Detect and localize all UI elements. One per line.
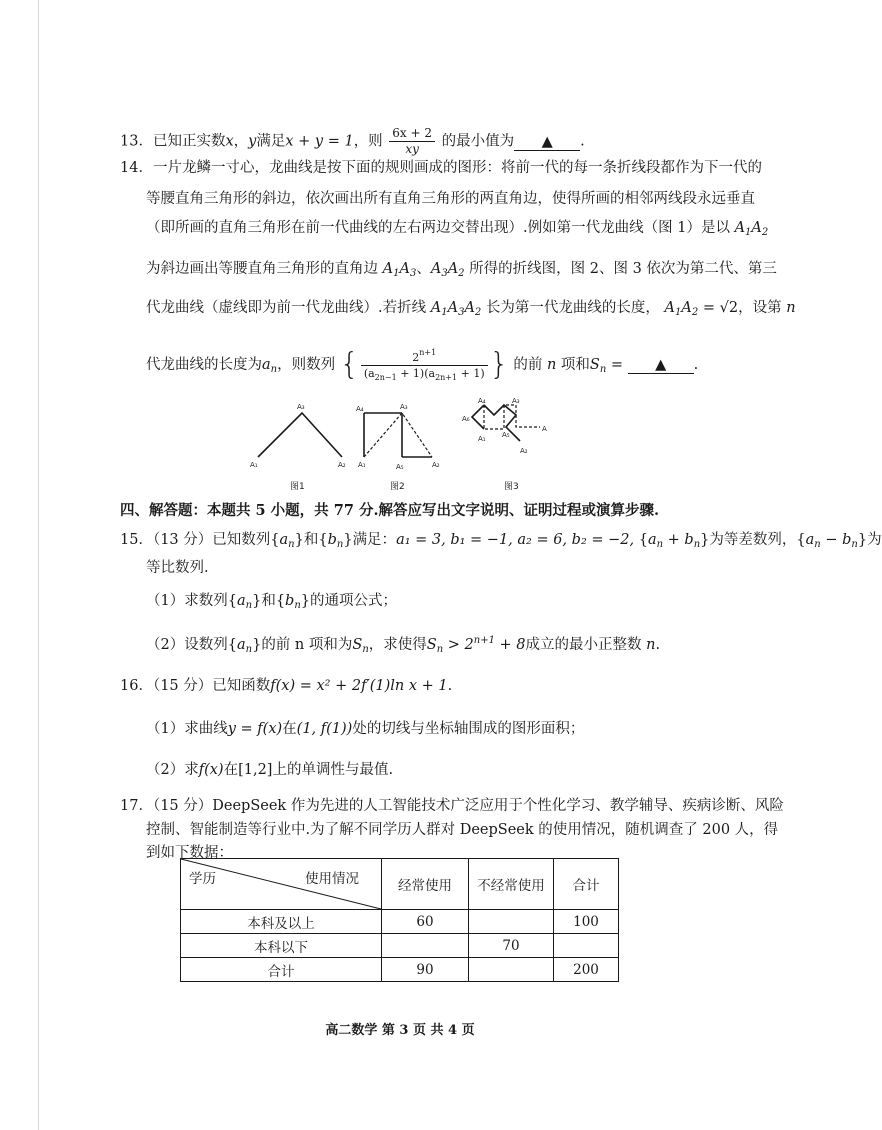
q15-text: 的通项公式； xyxy=(310,593,398,609)
q14-text: 长为第一代龙曲线的长度， xyxy=(485,300,660,316)
fraction-numerator: 6x + 2 xyxy=(389,126,435,142)
exponent: n+1 xyxy=(419,348,437,357)
table-cell: 60 xyxy=(382,910,469,934)
q15-text: . xyxy=(655,637,661,653)
point-label: A₅ xyxy=(502,431,510,439)
q16-text: 已知函数 xyxy=(212,678,271,694)
figure-1-curve xyxy=(258,413,342,457)
q13-equation: x + y = 1 xyxy=(285,133,354,150)
q15-text: 满足： xyxy=(352,532,397,548)
table-cell: 200 xyxy=(554,958,619,982)
math-an: $a_n$ xyxy=(262,357,278,375)
q15-text: 为 xyxy=(867,532,882,548)
table-row xyxy=(181,934,619,958)
row-label: 本科以下 xyxy=(181,934,382,958)
usage-table xyxy=(180,858,619,982)
q16-interval: [1,2] xyxy=(238,762,273,778)
q16-text: 在 xyxy=(223,762,239,778)
q14-text: ，设第 xyxy=(738,300,782,316)
corner-col-label: 使用情况 xyxy=(305,871,359,887)
question-15-line-2: 等比数列. xyxy=(146,560,209,576)
q13-text: 已知正实数 xyxy=(152,133,226,150)
var-n: n xyxy=(786,300,796,316)
question-number: 13． xyxy=(120,133,153,150)
q16-text: （2）求 xyxy=(146,762,199,778)
fraction-denominator: xy xyxy=(405,142,419,156)
q14-end: . xyxy=(693,357,699,373)
q16-end: . xyxy=(447,678,453,694)
point-label: A₃ xyxy=(400,403,408,411)
figure-2-previous-curve xyxy=(364,413,432,457)
point-label: A xyxy=(542,425,547,433)
figure-2-caption: 图2 xyxy=(390,482,405,492)
fraction-denominator: $(a_{2n-1} + 1)(a_{2n+1} + 1)$ xyxy=(363,367,485,382)
answer-blank: ▲ xyxy=(514,134,580,151)
question-15-part-2: （2）设数列$\{a_n\}$的前 n 项和为$S_n$，求使得$S_n > 2^{n+1} + 8$成立的最小正整数 n. xyxy=(146,635,661,655)
point-label: A₆ xyxy=(462,415,470,423)
question-number: 15． xyxy=(120,532,153,548)
q15-text: 已知数列 xyxy=(212,532,271,548)
var-y: y xyxy=(248,133,257,150)
q16-text: （1）求曲线 xyxy=(146,721,228,737)
q16-curve: y = f(x) xyxy=(227,721,283,737)
point-label: A₅ xyxy=(396,463,404,471)
q15-text: 成立的最小正整数 xyxy=(525,637,642,653)
q16-point: (1, f(1)) xyxy=(296,721,353,737)
point-label: A₁ xyxy=(478,435,486,443)
q14-text: ，则数列 xyxy=(277,357,336,373)
q13-comma: ， xyxy=(233,133,249,150)
q13-end: . xyxy=(580,133,585,150)
table-cell: 90 xyxy=(382,958,469,982)
table-corner-cell xyxy=(181,859,382,910)
table-row xyxy=(181,910,619,934)
q15-text: ，求使得 xyxy=(368,637,427,653)
score: （13 分） xyxy=(152,532,213,548)
q13-fraction xyxy=(389,126,435,157)
page-edge xyxy=(38,0,39,1130)
page-footer: 高二数学 第 3 页 共 4 页 xyxy=(325,1023,475,1038)
q14-text: 项和 xyxy=(560,357,590,373)
question-14-line-5: 代龙曲线（虚线即为前一代龙曲线）.若折线 $A_1A_3A_2$ 长为第一代龙曲线的长度， $A_1A_2 = √2$，设第 n xyxy=(146,300,796,318)
q14-text: 代龙曲线（虚线即为前一代龙曲线）.若折线 xyxy=(146,300,427,316)
q16-text: 上的单调性与最值. xyxy=(272,762,394,778)
table-cell xyxy=(382,934,469,958)
score: （15 分） xyxy=(152,678,213,694)
point-label: A₃ xyxy=(512,397,520,405)
fraction-numerator xyxy=(361,345,488,366)
corner-row-label: 学历 xyxy=(189,871,216,887)
figure-1-caption: 图1 xyxy=(290,482,305,492)
figures-svg xyxy=(240,395,580,490)
row-label: 本科及以上 xyxy=(181,910,382,934)
q16-text: 在 xyxy=(282,721,297,737)
point-label: A₄ xyxy=(478,397,486,405)
q13-text: 的最小值为 xyxy=(441,133,515,150)
var-x: x xyxy=(225,133,234,150)
q16-function: f(x) = x² + 2f′(1)ln x + 1 xyxy=(270,678,448,694)
point-label: A₂ xyxy=(432,461,440,469)
dragon-curve-figures xyxy=(240,395,580,490)
math-a3a2: $A_3A_2$ xyxy=(430,261,465,279)
math-a1a2: $A_1A_2$ xyxy=(734,220,769,238)
question-16 xyxy=(120,676,452,696)
q15-text: 和 xyxy=(303,532,319,548)
figure-3-caption: 图3 xyxy=(504,482,519,492)
row-label: 合计 xyxy=(181,958,382,982)
point-label: A₄ xyxy=(356,405,364,413)
math-a1a3a2: $A_1A_3A_2$ xyxy=(430,300,482,318)
question-14-line-2: 等腰直角三角形的斜边，依次画出所有直角三角形的两直角边，使得所画的相邻两线段永远垂直 xyxy=(146,191,755,207)
q15-text: 的前 n 项和为 xyxy=(261,637,353,653)
table-header-cell: 合计 xyxy=(554,859,619,910)
question-number: 14． xyxy=(120,160,153,176)
question-16-part-1 xyxy=(146,719,584,739)
question-number: 17． xyxy=(120,798,153,814)
question-14-line-6: 代龙曲线的长度为$a_n$，则数列 { $\frac{2^{n+1}}{(a_{2n-1} + 1)(a_{2n+1} + 1)}$ } 的前 n 项和$S_n$ = ▲ . xyxy=(146,345,698,387)
q15-conditions: a₁ = 3, b₁ = −1, a₂ = 6, b₂ = −2, xyxy=(396,532,635,548)
figure-3-previous-curve xyxy=(484,405,540,429)
right-brace: } xyxy=(489,347,509,382)
sqrt-two: √2 xyxy=(719,300,739,316)
left-brace: { xyxy=(339,347,359,382)
question-15: 15．（13 分）已知数列$\{a_n\}$和$\{b_n\}$满足：a₁ = 3, b₁ = −1, a₂ = 6, b₂ = −2, $\{a_n + b_n\}$为等差数列，$\{a_n - b_n\}$为 xyxy=(120,532,882,550)
figure-3-curve xyxy=(472,405,484,429)
question-17-line-2: 控制、智能制造等行业中.为了解不同学历人群对 DeepSeek 的使用情况，随机调查了 200 人，得 xyxy=(146,822,779,838)
var-n: n xyxy=(546,357,557,373)
q15-text: 为等差数列， xyxy=(709,532,797,548)
q13-text: 满足 xyxy=(256,133,286,150)
table-cell xyxy=(554,934,619,958)
table-header-row xyxy=(181,859,619,910)
point-label: A₁ xyxy=(250,461,258,469)
q15-text: （1）求数列 xyxy=(146,593,228,609)
q16-text: 处的切线与坐标轴围成的图形面积； xyxy=(352,721,585,737)
q14-text: 所得的折线图，图 2、图 3 依次为第二代、第三 xyxy=(469,261,777,277)
question-17-line-3: 到如下数据： xyxy=(146,845,233,861)
question-14-line-1 xyxy=(120,158,762,178)
q15-text: （2）设数列 xyxy=(146,637,228,653)
table-header-cell: 不经常使用 xyxy=(469,859,554,910)
question-16-part-2 xyxy=(146,760,393,780)
q13-text: ，则 xyxy=(353,133,383,150)
q17-text: DeepSeek 作为先进的人工智能技术广泛应用于个性化学习、教学辅导、疾病诊断、风险 xyxy=(212,798,784,814)
q16-function-ref: f(x) xyxy=(198,762,224,778)
question-17-line-1 xyxy=(120,796,784,816)
point-label: A₂ xyxy=(338,461,346,469)
question-number: 16． xyxy=(120,678,153,694)
q14-text: （即所画的直角三角形在前一代曲线的左右两边交替出现）.例如第一代龙曲线（图 1）是以 xyxy=(146,220,730,236)
q14-text: 为斜边画出等腰直角三角形的直角边 xyxy=(146,261,378,277)
math-a1a2-eq: $A_1A_2$ xyxy=(664,300,699,318)
q14-text: 代龙曲线的长度为 xyxy=(146,357,262,373)
table-cell: 70 xyxy=(469,934,554,958)
section-4-heading: 四、解答题：本题共 5 小题，共 77 分.解答应写出文字说明、证明过程或演算步骤. xyxy=(120,502,660,519)
point-label: A₃ xyxy=(297,403,305,411)
q14-text: 的前 xyxy=(513,357,543,373)
power-base: 2 xyxy=(412,351,420,364)
math-sn: $S_n$ xyxy=(589,357,607,375)
table-cell xyxy=(469,910,554,934)
q14-text: 一片龙鳞一寸心，龙曲线是按下面的规则画成的图形：将前一代的每一条折线段都作为下一代的 xyxy=(152,160,762,176)
sequence-fraction xyxy=(361,345,488,385)
q15-text: 和 xyxy=(261,593,276,609)
answer-blank: ▲ xyxy=(628,357,694,374)
point-label: A₂ xyxy=(520,447,528,455)
table-cell: 100 xyxy=(554,910,619,934)
question-14-line-4: 为斜边画出等腰直角三角形的直角边 $A_1A_3$、$A_3A_2$ 所得的折线图，图 2、图 3 依次为第二代、第三 xyxy=(146,261,777,279)
question-14-line-3 xyxy=(146,218,768,243)
question-13 xyxy=(120,126,585,157)
math-a1a3: $A_1A_3$ xyxy=(382,261,417,279)
score: （15 分） xyxy=(152,798,213,814)
den-open: (a xyxy=(363,367,375,380)
table-row xyxy=(181,958,619,982)
table-header-cell: 经常使用 xyxy=(382,859,469,910)
point-label: A₁ xyxy=(358,461,366,469)
question-15-part-1: （1）求数列$\{a_n\}$和$\{b_n\}$的通项公式； xyxy=(146,593,398,611)
table-cell xyxy=(469,958,554,982)
